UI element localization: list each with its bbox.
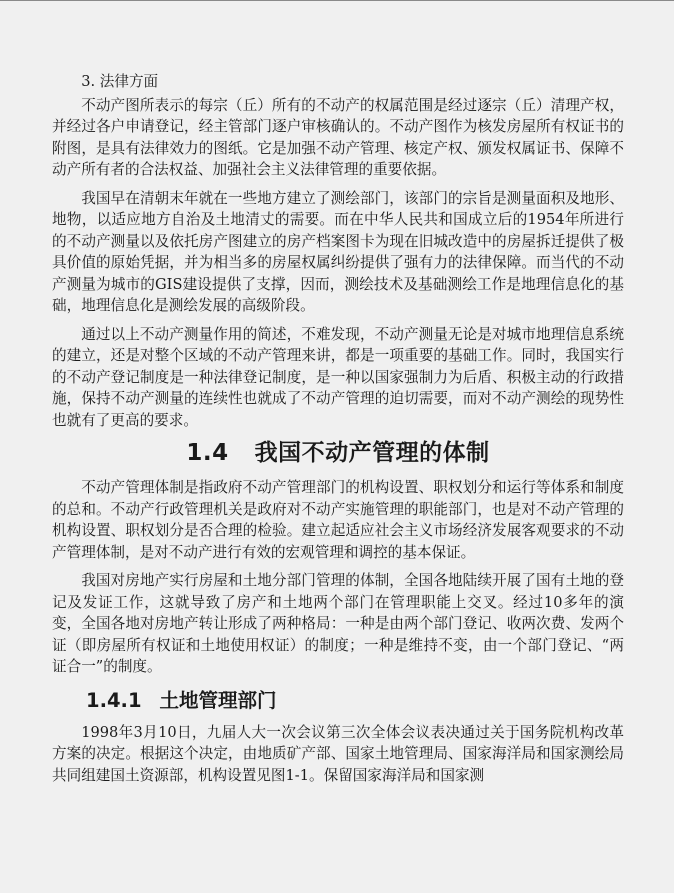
- subsection-heading: [86, 688, 624, 714]
- paragraph: 通过以上不动产测量作用的简述，不难发现，不动产测量无论是对城市地理信息系统的建立，还是对整个区域的不动产管理来讲，都是一项重要的基础工作。同时，我国实行的不动产登记制度是一种法律登记制度，是一种以国家强制力为后盾、积极主动的行政措施，保持不动产测量的连续性也就成了不动产管理的迫切需要，而对不动产测绘的现势性也就有了更高的要求。: [52, 325, 624, 429]
- subsection-number: 1.4.1: [86, 688, 142, 712]
- subsection-title: 土地管理部门: [159, 688, 277, 712]
- section-number: 1.4: [186, 440, 229, 466]
- subsection-heading-legal: 3. 法律方面: [81, 73, 159, 90]
- section-title: 我国不动产管理的体制: [254, 440, 490, 466]
- paragraph: 我国早在清朝末年就在一些地方建立了测绘部门，该部门的宗旨是测量面积及地形、地物，以适应地方自治及土地清丈的需要。而在中华人民共和国成立后的1954年所进行的不动产测量以及依托房产图建立的房产档案图卡为现在旧城改造中的房屋拆迁提供了极具价值的原始凭据，并为相当多的房屋权属纠纷提供了强有力的法律保障。而当代的不动产测量为城市的GIS建设提供了支撑，因而，测绘技术及基础测绘工作是地理信息化的基础，地理信息化是测绘发展的高级阶段。: [52, 189, 624, 314]
- paragraph: 我国对房地产实行房屋和土地分部门管理的体制，全国各地陆续开展了国有土地的登记及发证工作，这就导致了房产和土地两个部门在管理职能上交叉。经过10多年的演变，全国各地对房地产转让形成了两种格局：一种是由两个部门登记、收两次费、发两个证（即房屋所有权证和土地使用权证）的制度；一种是维持不变，由一个部门登记、“两证合一”的制度。: [52, 572, 624, 675]
- document-page: [0, 1, 674, 893]
- paragraph: 1998年3月10日，九届人大一次会议第三次全体会议表决通过关于国务院机构改革方案的决定。根据这个决定，由地质矿产部、国家土地管理局、国家海洋局和国家测绘局共同组建国土资源部，机构设置见图1-1。保留国家海洋局和国家测: [52, 723, 624, 784]
- section-heading: [52, 439, 624, 467]
- paragraph: 不动产管理体制是指政府不动产管理部门的机构设置、职权划分和运行等体系和制度的总和。不动产行政管理机关是政府对不动产实施管理的职能部门，也是对不动产管理的机构设置、职权划分是否合理的检验。建立起适应社会主义市场经济发展客观要求的不动产管理体制，是对不动产进行有效的宏观管理和调控的基本保证。: [52, 479, 624, 561]
- page-content: [52, 71, 624, 786]
- paragraph: 不动产图所表示的每宗（丘）所有的不动产的权属范围是经过逐宗（丘）清理产权，并经过各户申请登记，经主管部门逐户审核确认的。不动产图作为核发房屋所有权证书的附图，是具有法律效力的图纸。它是加强不动产管理、核定产权、颁发权属证书、保障不动产所有者的合法权益、加强社会主义法律管理的重要依据。: [52, 96, 624, 178]
